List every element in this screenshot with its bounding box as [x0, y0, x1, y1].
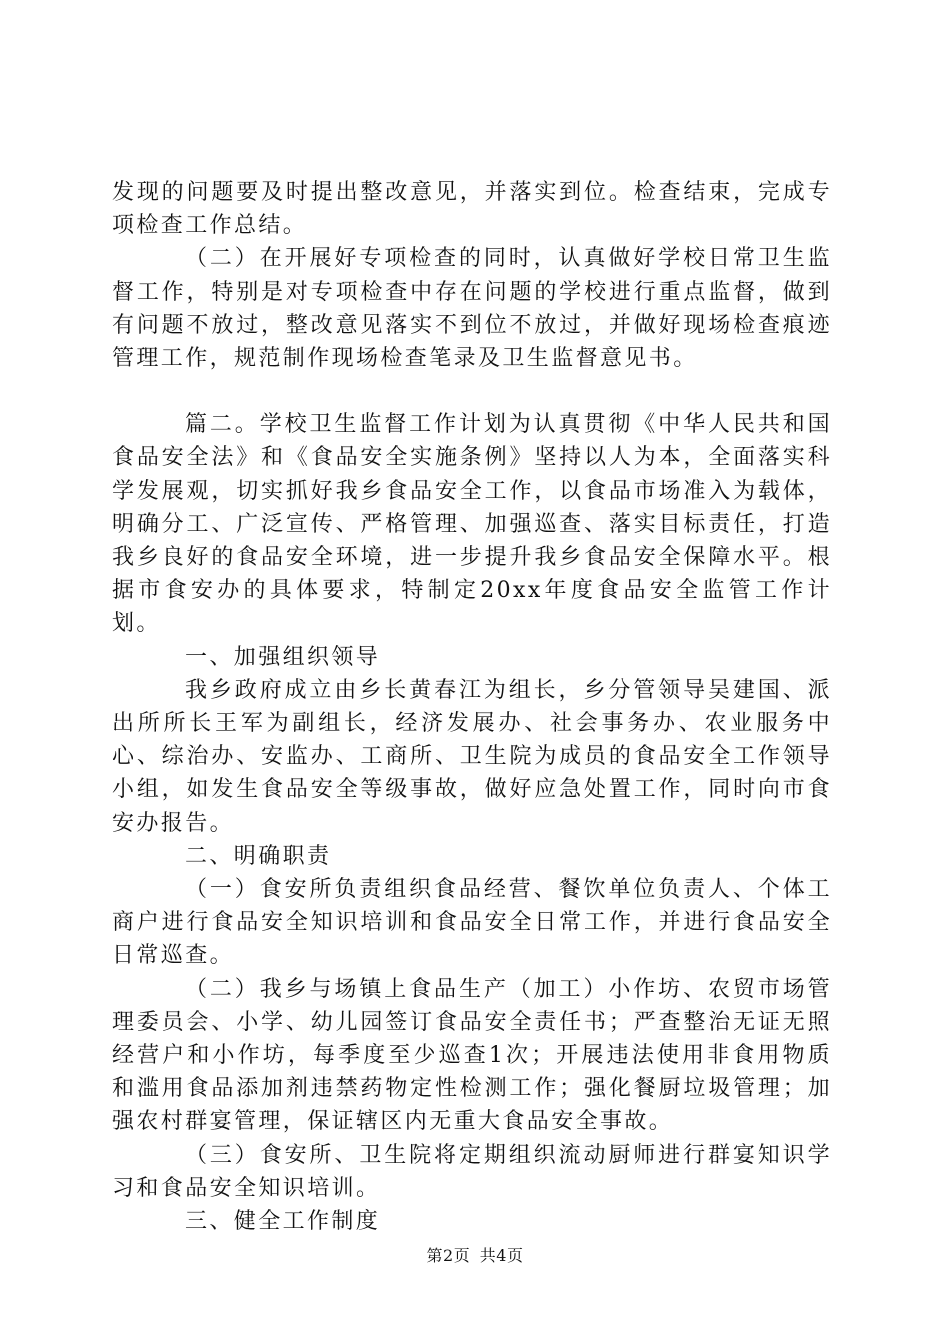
paragraph-organization: 我乡政府成立由乡长黄春江为组长，乡分管领导吴建国、派出所所长王军为副组长，经济发展办、社会事务办、农业服务中心、综治办、安监办、工商所、卫生院为成员的食品安全工作领导小组，如发生食品安全等级事故，做好应急处置工作，同时向市食安办报告。 [112, 677, 832, 836]
paragraph-section-two-intro: 篇二。学校卫生监督工作计划为认真贯彻《中华人民共和国食品安全法》和《食品安全实施条例》坚持以人为本，全面落实科学发展观，切实抓好我乡食品安全工作，以食品市场准入为载体，明确分工、广泛宣传、严格管理、加强巡查、落实目标责任，打造我乡良好的食品安全环境，进一步提升我乡食品安全保障水平。根据市食安办的具体要求，特制定20xx年度食品安全监管工作计划。 [112, 412, 832, 637]
heading-organization: 一、加强组织领导 [185, 644, 381, 670]
page-total: 共4页 [479, 1246, 524, 1265]
page-number: 第2页 [426, 1246, 471, 1265]
heading-responsibilities: 二、明确职责 [185, 843, 332, 869]
document-body [112, 176, 832, 1238]
paragraph-item-2: （二）在开展好专项检查的同时，认真做好学校日常卫生监督工作，特别是对专项检查中存在问题的学校进行重点监督，做到有问题不放过，整改意见落实不到位不放过，并做好现场检查痕迹管理工作，规范制作现场检查笔录及卫生监督意见书。 [112, 246, 832, 372]
paragraph-responsibility-1: （一）食安所负责组织食品经营、餐饮单位负责人、个体工商户进行食品安全知识培训和食品安全日常工作，并进行食品安全日常巡查。 [112, 877, 832, 969]
paragraph-continuation: 发现的问题要及时提出整改意见，并落实到位。检查结束，完成专项检查工作总结。 [112, 180, 832, 239]
paragraph-responsibility-2: （二）我乡与场镇上食品生产（加工）小作坊、农贸市场管理委员会、小学、幼儿园签订食品安全责任书；严查整治无证无照经营户和小作坊，每季度至少巡查1次；开展违法使用非食用物质和滥用食品添加剂违禁药物定性检测工作；强化餐厨垃圾管理；加强农村群宴管理，保证辖区内无重大食品安全事故。 [112, 976, 832, 1135]
page-footer [0, 1244, 950, 1268]
heading-work-system: 三、健全工作制度 [185, 1209, 381, 1235]
paragraph-responsibility-3: （三）食安所、卫生院将定期组织流动厨师进行群宴知识学习和食品安全知识培训。 [112, 1142, 832, 1201]
